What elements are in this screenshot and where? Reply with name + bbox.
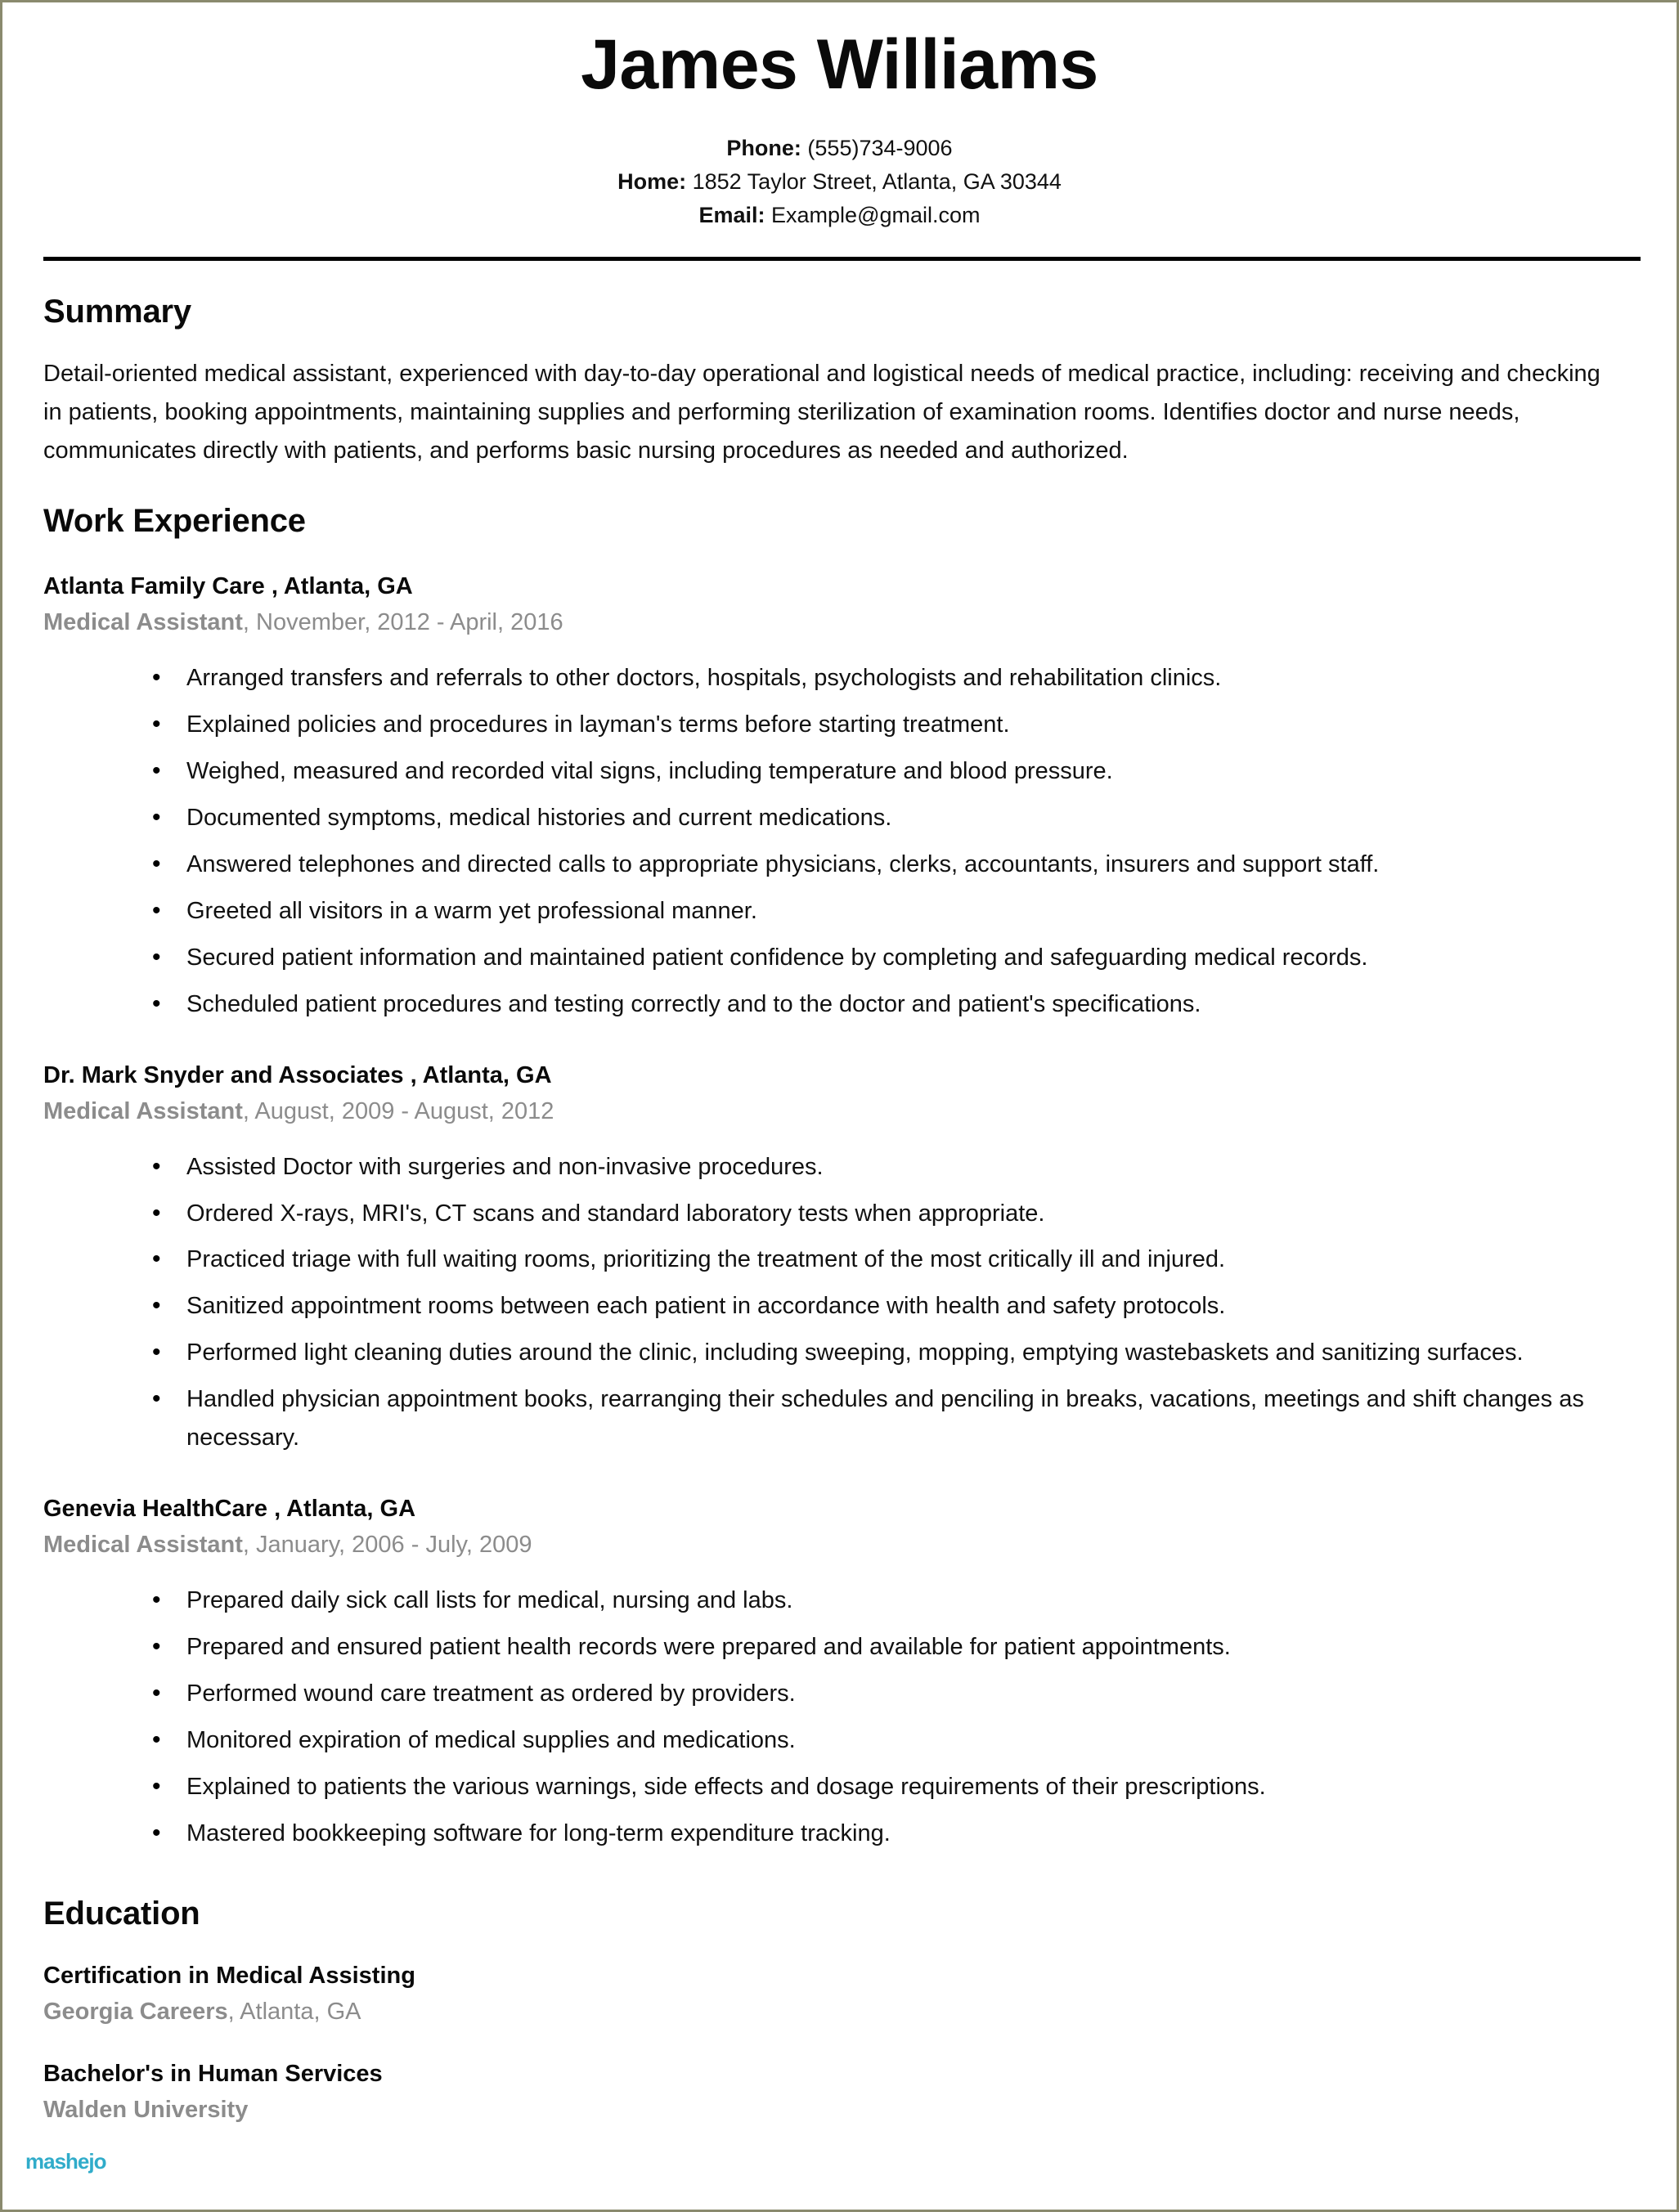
contact-label-home: Home: [617,169,687,195]
education-school: Walden University [43,2096,249,2123]
job-bullet-list [43,1148,1636,1458]
job-bullet: • Assisted Doctor with surgeries and non-invasive procedures. [152,1148,1626,1187]
job-bullet: • Greeted all visitors in a warm yet professional manner. [152,892,1626,931]
job-dates: , August, 2009 - August, 2012 [242,1097,554,1124]
resume-page-content [2,2,1677,2210]
education-meta-line [43,1995,1636,2029]
contact-value-home: 1852 Taylor Street, Atlanta, GA 30344 [686,169,1062,195]
job-dates: , November, 2012 - April, 2016 [242,609,563,636]
contact-label-email: Email: [698,203,765,228]
job-dates: , January, 2006 - July, 2009 [242,1532,532,1559]
job-bullet: • Prepared and ensured patient health records were prepared and available for patient appointments. [152,1628,1626,1667]
contact-line-phone [43,132,1636,165]
education-entry [43,2058,1636,2127]
job-bullet: • Explained to patients the various warnings, side effects and dosage requirements of their prescriptions. [152,1768,1626,1806]
contact-line-email [43,199,1636,232]
job-bullet: • Explained policies and procedures in layman's terms before starting treatment. [152,706,1626,744]
job-bullet: • Mastered bookkeeping software for long-term expenditure tracking. [152,1815,1626,1853]
job-meta-line [43,1095,1636,1128]
job-title: Medical Assistant [43,1532,243,1559]
job-organization: Genevia HealthCare , Atlanta, GA [43,1496,416,1523]
job-bullet: • Answered telephones and directed calls to appropriate physicians, clerks, accountants, insurers and support staff. [152,846,1626,884]
section-heading-work-experience: Work Experience [43,503,306,540]
job-bullet-list [43,659,1636,1024]
education-location: , Atlanta, GA [227,1999,361,2025]
job-entry [43,571,1636,1023]
education-meta-line [43,2093,1636,2127]
job-bullet: • Secured patient information and maintained patient confidence by completing and safeguarding medical records. [152,939,1626,977]
candidate-name: James Williams [581,25,1098,104]
contact-label-phone: Phone: [726,136,801,161]
job-entry [43,1493,1636,1853]
job-organization: Atlanta Family Care , Atlanta, GA [43,573,413,600]
job-bullet: • Practiced triage with full waiting rooms, prioritizing the treatment of the most critically ill and injured. [152,1241,1626,1279]
header-divider-rule [43,257,1641,261]
job-meta-line [43,1528,1636,1562]
job-bullet: • Arranged transfers and referrals to other doctors, hospitals, psychologists and rehabilitation clinics. [152,659,1626,698]
job-organization: Dr. Mark Snyder and Associates , Atlanta, GA [43,1061,552,1088]
job-bullet: • Weighed, measured and recorded vital signs, including temperature and blood pressure. [152,752,1626,791]
contact-value-phone: (555)734-9006 [801,136,953,161]
job-bullet-list [43,1582,1636,1853]
job-bullet: • Sanitized appointment rooms between each patient in accordance with health and safety protocols. [152,1287,1626,1326]
education-school: Georgia Careers [43,1999,228,2025]
job-bullet: • Performed wound care treatment as ordered by providers. [152,1675,1626,1713]
job-bullet: • Prepared daily sick call lists for medical, nursing and labs. [152,1582,1626,1620]
job-bullet: • Scheduled patient procedures and testing correctly and to the doctor and patient's specifications. [152,985,1626,1024]
job-bullet: • Performed light cleaning duties around the clinic, including sweeping, mopping, emptying wastebaskets and sanitizing surfaces. [152,1334,1626,1372]
education-degree: Certification in Medical Assisting [43,1962,415,1989]
contact-value-email: Example@gmail.com [765,203,981,228]
job-bullet: • Handled physician appointment books, rearranging their schedules and penciling in breaks, vacations, meetings and shift changes as necessary. [152,1380,1626,1457]
section-heading-summary: Summary [43,294,191,330]
job-bullet: • Monitored expiration of medical supplies and medications. [152,1721,1626,1760]
contact-line-home [43,165,1636,199]
job-bullet: • Documented symptoms, medical histories and current medications. [152,799,1626,837]
site-watermark: mashejo [25,2149,106,2174]
contact-info-block [43,132,1636,232]
summary-paragraph: Detail-oriented medical assistant, experienced with day-to-day operational and logistical needs of medical practice, including: receiving and checking in patients, booking appointments, maintaining supplies and performing sterilization of examination rooms. Identifies doctor and nurse needs, communicates directly with patients, and performs basic nursing procedures as needed and authorized. [43,361,1600,464]
job-title: Medical Assistant [43,1097,243,1124]
education-entry [43,1960,1636,2029]
job-bullet: • Ordered X-rays, MRI's, CT scans and standard laboratory tests when appropriate. [152,1195,1626,1233]
education-degree: Bachelor's in Human Services [43,2060,383,2087]
job-entry [43,1060,1636,1458]
job-meta-line [43,606,1636,639]
section-heading-education: Education [43,1895,200,1932]
job-title: Medical Assistant [43,609,243,636]
